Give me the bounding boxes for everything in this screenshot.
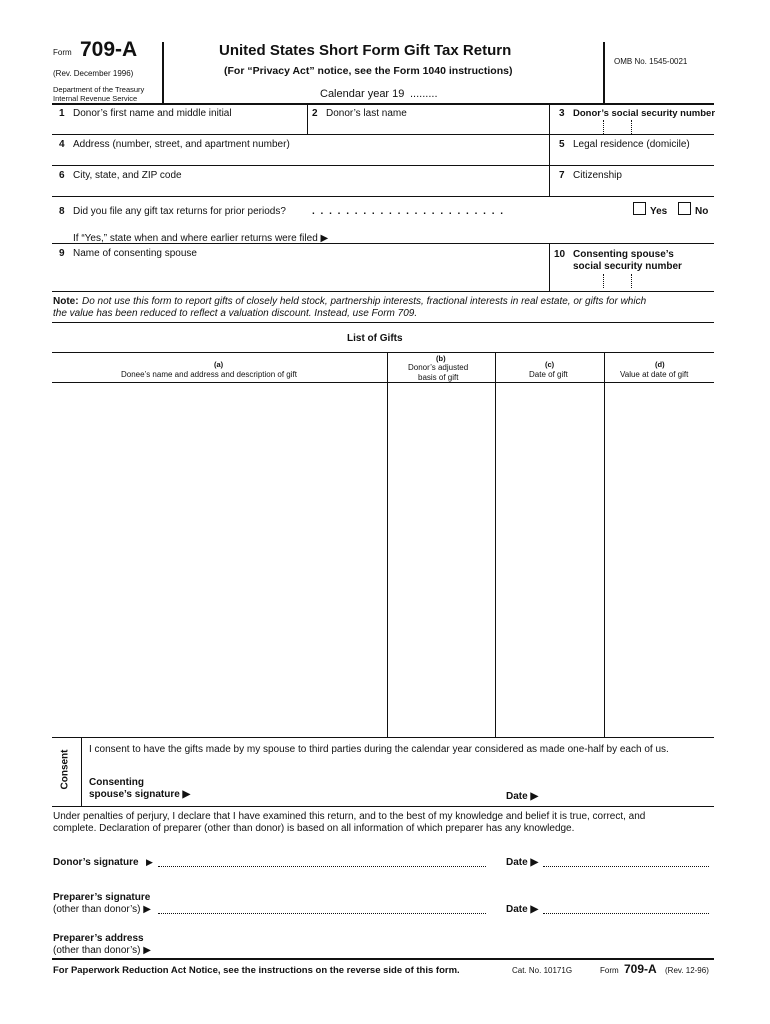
consenting-spouse-signature-field[interactable] (200, 774, 495, 802)
legal-residence-label: Legal residence (domicile) (573, 139, 690, 150)
calendar-year-label: Calendar year 19 (320, 88, 405, 100)
donor-ssn-field[interactable] (550, 118, 714, 134)
column-a-letter: (a) (214, 360, 224, 369)
preparer-signature-field[interactable] (158, 913, 486, 914)
date-of-gift-column[interactable] (496, 383, 603, 736)
city-state-zip-field[interactable] (53, 166, 548, 196)
donor-signature-label: Donor’s signature (53, 857, 139, 868)
no-checkbox[interactable] (678, 202, 691, 215)
line-number: 2 (312, 108, 318, 119)
donor-first-name-label: Donor’s first name and middle initial (73, 108, 232, 119)
revision-date: (Rev. December 1996) (53, 69, 134, 78)
consenting-spouse-signature-label-2: spouse’s signature ▶ (89, 789, 191, 800)
column-a-header: Donee’s name and address and description of gift (121, 370, 297, 379)
line-number: 6 (59, 170, 65, 181)
column-d-header: Value at date of gift (620, 370, 689, 379)
address-field[interactable] (53, 135, 548, 165)
consent-statement: I consent to have the gifts made by my spouse to third parties during the calendar year considered as made one-half by each of us. (89, 744, 669, 755)
agency: Internal Revenue Service (53, 94, 138, 103)
consent-side-label: Consent (59, 749, 71, 790)
donor-last-name-label: Donor’s last name (326, 108, 407, 119)
city-state-zip-label: City, state, and ZIP code (73, 170, 182, 181)
footer-revision: (Rev. 12-96) (665, 966, 709, 975)
preparer-signature-label-2: (other than donor’s) ▶ (53, 904, 151, 915)
column-d-letter: (d) (655, 360, 665, 369)
citizenship-label: Citizenship (573, 170, 622, 181)
paperwork-notice: For Paperwork Reduction Act Notice, see the instructions on the reverse side of this form. (53, 965, 460, 976)
preparer-date-label: Date ▶ (506, 904, 539, 915)
omb-number: OMB No. 1545-0021 (614, 57, 688, 66)
department: Department of the Treasury (53, 85, 145, 94)
preparer-date-field[interactable] (543, 913, 709, 914)
spouse-name-field[interactable] (53, 244, 548, 291)
line-number: 8 (59, 206, 65, 217)
consent-date-field[interactable] (545, 780, 714, 802)
note-text-2: the value has been reduced to reflect a valuation discount. Instead, use Form 709. (53, 308, 418, 319)
column-c-header: Date of gift (529, 370, 568, 379)
form-title: United States Short Form Gift Tax Return (219, 42, 512, 59)
spouse-ssn-label-1: Consenting spouse’s (573, 249, 674, 260)
adjusted-basis-column[interactable] (388, 383, 494, 736)
preparer-address-label-1: Preparer’s address (53, 933, 144, 944)
catalog-number: Cat. No. 10171G (512, 966, 573, 975)
no-label: No (695, 206, 709, 217)
donor-date-label: Date ▶ (506, 857, 539, 868)
perjury-text-2: complete. Declaration of preparer (other than donor) is based on all information of which preparer has any knowledge. (53, 823, 575, 834)
list-of-gifts-title: List of Gifts (347, 333, 403, 344)
line-number: 3 (559, 108, 565, 119)
line-number: 5 (559, 139, 565, 150)
donor-date-field[interactable] (543, 866, 709, 867)
preparer-address-field[interactable] (158, 930, 714, 956)
consenting-spouse-signature-label-1: Consenting (89, 777, 144, 788)
prior-returns-question: Did you file any gift tax returns for prior periods? (73, 206, 286, 217)
column-b-header-1: Donor’s adjusted (408, 363, 469, 372)
form-label: Form (53, 48, 72, 57)
value-at-date-column[interactable] (605, 383, 714, 736)
consent-date-label: Date ▶ (506, 791, 539, 802)
yes-label: Yes (650, 206, 668, 217)
line-number: 10 (554, 249, 566, 260)
footer-form-number: 709-A (624, 962, 657, 976)
form-number: 709-A (80, 38, 138, 61)
perjury-text-1: Under penalties of perjury, I declare that I have examined this return, and to the best of my knowledge and belief it is true, correct, and (53, 811, 646, 822)
spouse-ssn-field[interactable] (550, 272, 714, 290)
legal-residence-field[interactable] (550, 135, 714, 165)
form-subtitle: (For “Privacy Act” notice, see the Form 1040 instructions) (224, 65, 513, 77)
donor-ssn-label: Donor’s social security number (573, 108, 716, 119)
line-number: 7 (559, 170, 565, 181)
leader-dots: . . . . . . . . . . . . . . . . . . . . . . . (312, 206, 505, 217)
spouse-ssn-label-2: social security number (573, 261, 682, 272)
line-number: 4 (59, 139, 65, 150)
spouse-name-label: Name of consenting spouse (73, 248, 197, 259)
donee-description-column[interactable] (53, 383, 386, 736)
yes-checkbox[interactable] (633, 202, 646, 215)
note-text-1: Do not use this form to report gifts of closely held stock, partnership interests, fractional interests in real estate, or gifts for which (82, 296, 647, 307)
donor-last-name-field[interactable] (308, 104, 548, 134)
donor-signature-field[interactable] (158, 866, 486, 867)
preparer-signature-label-1: Preparer’s signature (53, 892, 151, 903)
column-b-letter: (b) (436, 354, 446, 363)
earlier-returns-label: If “Yes,” state when and where earlier returns were filed ▶ (73, 233, 329, 244)
line-number: 9 (59, 248, 65, 259)
arrow-icon: ▶ (146, 857, 153, 867)
footer-form-label: Form (600, 966, 619, 975)
citizenship-field[interactable] (550, 166, 714, 196)
note-label: Note: (53, 296, 79, 307)
earlier-returns-field[interactable] (345, 228, 714, 242)
column-c-letter: (c) (545, 360, 555, 369)
donor-first-name-field[interactable] (53, 104, 306, 134)
line-number: 1 (59, 108, 65, 119)
preparer-address-label-2: (other than donor’s) ▶ (53, 945, 151, 956)
column-b-header-2: basis of gift (418, 373, 459, 382)
address-label: Address (number, street, and apartment number) (73, 139, 290, 150)
calendar-year-field[interactable]: ......... (410, 88, 438, 100)
